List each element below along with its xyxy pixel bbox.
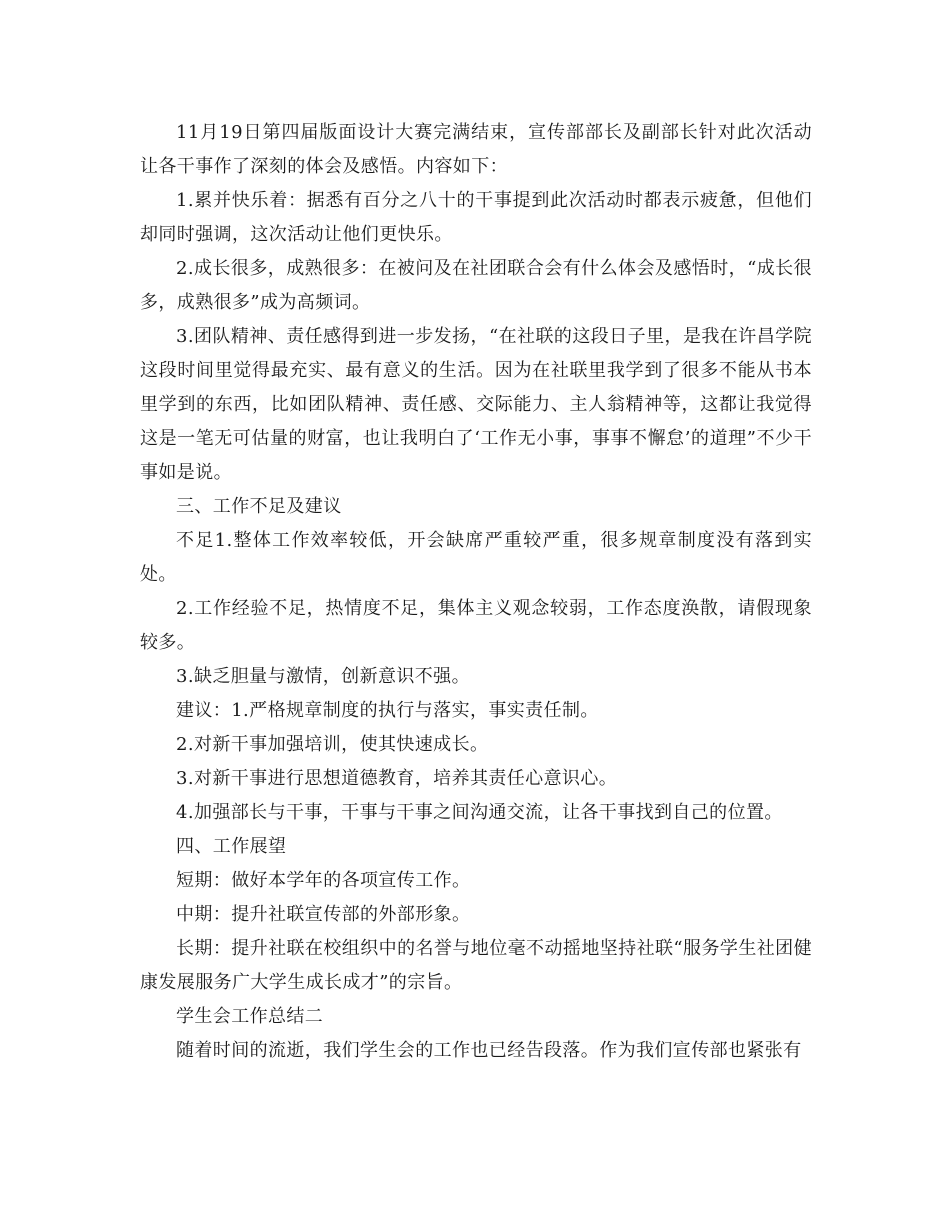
section-heading-outlook: 四、工作展望 — [176, 836, 287, 857]
paragraph-shortcoming-1: 不足1.整体工作效率较低，开会缺席严重较严重，很多规章制度没有落到实处。 — [140, 530, 812, 585]
paragraph-long-term: 长期：提升社联在校组织中的名誉与地位毫不动摇地坚持社联“服务学生社团健康发展服务广大学生成长成才”的宗旨。 — [140, 938, 812, 993]
paragraph-point-2: 2.成长很多，成熟很多：在被问及在社团联合会有什么体会及感悟时，“成长很多，成熟很多”成为高频词。 — [140, 258, 812, 313]
paragraph-point-1: 1.累并快乐着：据悉有百分之八十的干事提到此次活动时都表示疲惫，但他们却同时强调，这次活动让他们更快乐。 — [140, 190, 812, 245]
paragraph-shortcoming-3: 3.缺乏胆量与激情，创新意识不强。 — [176, 666, 470, 687]
paragraph-mid-term: 中期：提升社联宣传部的外部形象。 — [176, 904, 471, 925]
paragraph-suggestion-4: 4.加强部长与干事，干事与干事之间沟通交流，让各干事找到自己的位置。 — [176, 802, 783, 823]
paragraph-short-term: 短期：做好本学年的各项宣传工作。 — [176, 870, 471, 891]
section-heading-shortcomings: 三、工作不足及建议 — [176, 496, 342, 517]
paragraph-point-3: 3.团队精神、责任感得到进一步发扬，“在社联的这段日子里，是我在许昌学院这段时间里觉得最充实、最有意义的生活。因为在社联里我学到了很多不能从书本里学到的东西，比如团队精神、责任感、交际能力、主人翁精神等，这都让我觉得这是一笔无可估量的财富，也让我明白了‘工作无小事，事事不懈怠’的道理”不少干事如是说。 — [140, 326, 812, 483]
paragraph-suggestion-2: 2.对新干事加强培训，使其快速成长。 — [176, 734, 489, 755]
section-heading-summary-two: 学生会工作总结二 — [176, 1006, 324, 1027]
paragraph-intro: 11月19日第四届版面设计大赛完满结束，宣传部部长及副部长针对此次活动让各干事作了深刻的体会及感悟。内容如下： — [140, 122, 812, 177]
document-body — [140, 116, 812, 1068]
paragraph-suggestion-3: 3.对新干事进行思想道德教育，培养其责任心意识心。 — [176, 768, 618, 789]
paragraph-shortcoming-2: 2.工作经验不足，热情度不足，集体主义观念较弱，工作态度涣散，请假现象较多。 — [140, 598, 812, 653]
paragraph-suggestion-1: 建议：1.严格规章制度的执行与落实，事实责任制。 — [176, 700, 599, 721]
paragraph-summary-two-intro: 随着时间的流逝，我们学生会的工作也已经告段落。作为我们宣传部也紧张有 — [176, 1040, 802, 1061]
